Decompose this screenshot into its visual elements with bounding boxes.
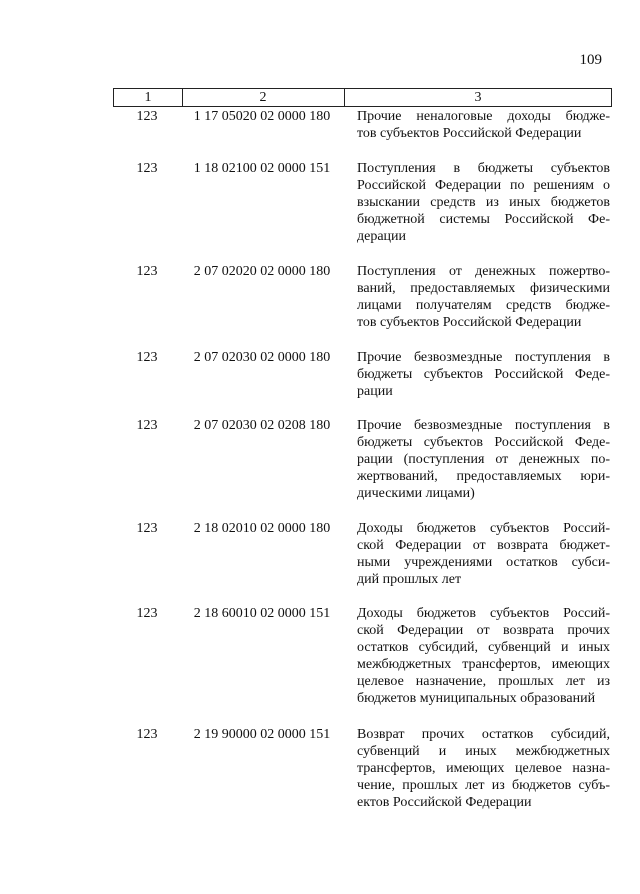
description-line: взыскании средств из иных бюджетов (357, 195, 610, 210)
description-line: ектов Российской Федерации (357, 795, 532, 810)
income-description (357, 108, 610, 142)
income-description (357, 726, 610, 811)
description-line: Доходы бюджетов субъектов Россий- (357, 606, 610, 621)
admin-code: 123 (136, 521, 158, 536)
header-col-2: 2 (182, 89, 345, 106)
budget-code: 2 07 02030 02 0000 180 (193, 350, 331, 365)
description-line: ваний, предоставляемых физическими (357, 281, 610, 296)
description-line: Прочие безвозмездные поступления в (357, 350, 610, 365)
description-line: Поступления в бюджеты субъектов (357, 161, 610, 176)
admin-code: 123 (136, 418, 158, 433)
description-line: бюджетов муниципальных образований (357, 691, 596, 706)
description-line: дерации (357, 229, 407, 244)
table-header (113, 88, 612, 107)
admin-code: 123 (136, 264, 158, 279)
admin-code: 123 (136, 350, 158, 365)
income-description (357, 349, 610, 400)
description-line: ской Федерации от возврата бюджет- (357, 538, 610, 553)
description-line: жертвований, предоставляемых юри- (357, 469, 610, 484)
header-col-3: 3 (474, 90, 482, 105)
description-line: целевое назначение, прошлых лет из (357, 674, 610, 689)
description-line: рации (357, 384, 393, 399)
page-number: 109 (579, 52, 602, 68)
description-line: ской Федерации от возврата прочих (357, 623, 610, 638)
income-description (357, 263, 610, 331)
description-line: бюджеты субъектов Российской Феде- (357, 435, 610, 450)
description-line: лицами получателям средств бюдже- (357, 298, 610, 313)
description-line: дий прошлых лет (357, 572, 462, 587)
admin-code: 123 (136, 606, 158, 621)
budget-code: 2 18 60010 02 0000 151 (193, 606, 331, 621)
admin-code: 123 (136, 109, 158, 124)
description-line: межбюджетных трансфертов, имеющих (357, 657, 610, 672)
budget-code: 1 18 02100 02 0000 151 (193, 161, 331, 176)
income-description (357, 160, 610, 245)
budget-code: 2 07 02020 02 0000 180 (193, 264, 331, 279)
income-description (357, 605, 610, 707)
budget-code: 2 07 02030 02 0208 180 (193, 418, 331, 433)
description-line: бюджетной системы Российской Фе- (357, 212, 610, 227)
header-col-1: 1 (114, 89, 183, 106)
description-line: Прочие безвозмездные поступления в (357, 418, 610, 433)
description-line: трансфертов, имеющих целевое назна- (357, 761, 610, 776)
description-line: ными учреждениями остатков субси- (357, 555, 610, 570)
description-line: бюджеты субъектов Российской Феде- (357, 367, 610, 382)
description-line: остатков субсидий, субвенций и иных (357, 640, 610, 655)
description-line: тов субъектов Российской Федерации (357, 315, 582, 330)
income-description (357, 417, 610, 502)
description-line: тов субъектов Российской Федерации (357, 126, 582, 141)
budget-code: 1 17 05020 02 0000 180 (193, 109, 331, 124)
description-line: чение, прошлых лет из бюджетов субъ- (357, 778, 610, 793)
admin-code: 123 (136, 161, 158, 176)
description-line: Поступления от денежных пожертво- (357, 264, 610, 279)
description-line: субвенций и иных межбюджетных (357, 744, 610, 759)
description-line: Доходы бюджетов субъектов Россий- (357, 521, 610, 536)
budget-code: 2 19 90000 02 0000 151 (193, 727, 331, 742)
description-line: Российской Федерации по решениям о (357, 178, 610, 193)
admin-code: 123 (136, 727, 158, 742)
description-line: Возврат прочих остатков субсидий, (357, 727, 610, 742)
description-line: рации (поступления от денежных по- (357, 452, 610, 467)
description-line: Прочие неналоговые доходы бюдже- (357, 109, 610, 124)
budget-code: 2 18 02010 02 0000 180 (193, 521, 331, 536)
description-line: дическими лицами) (357, 486, 475, 501)
income-description (357, 520, 610, 588)
